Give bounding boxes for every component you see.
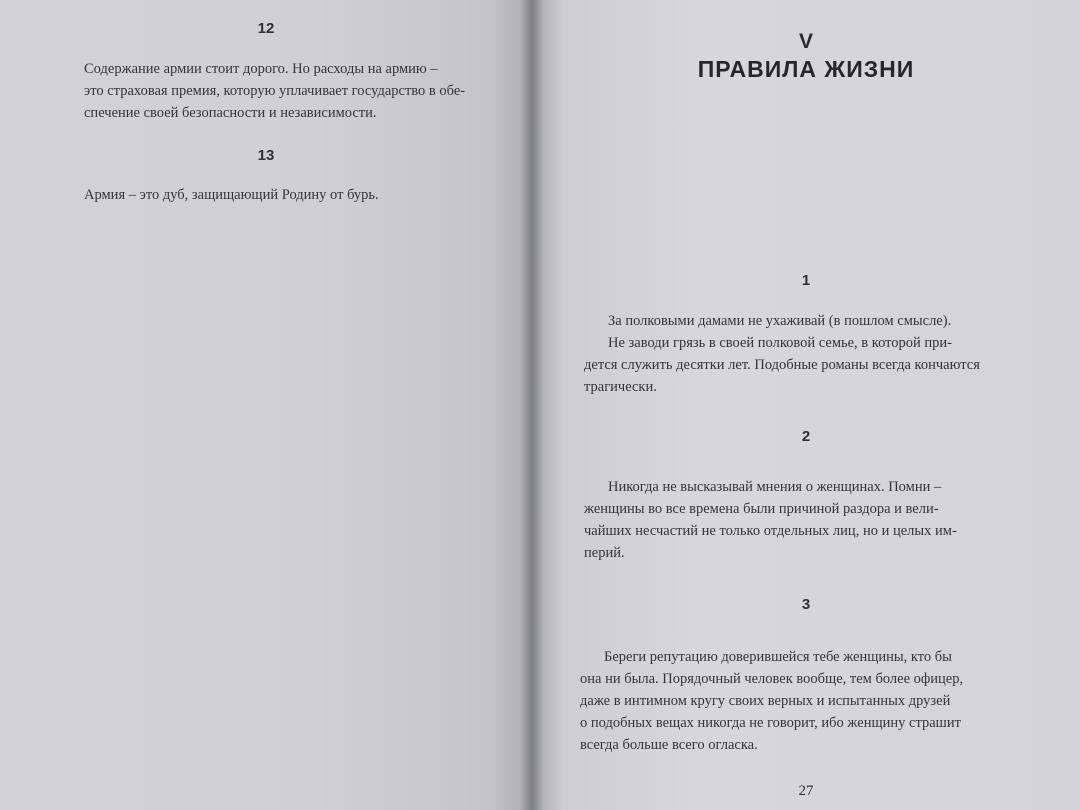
- section-1-text: [584, 310, 1034, 398]
- text-line: женщины во все времена были причиной раздора и вели-: [584, 501, 939, 517]
- text-line: даже в интимном кругу своих верных и испытанных друзей: [580, 693, 951, 709]
- section-2-text: [584, 476, 1034, 564]
- text-line: Береги репутацию доверившейся тебе женщины, кто бы: [604, 649, 952, 665]
- section-number-3: 3: [801, 596, 811, 613]
- section-number-13: 13: [257, 147, 275, 164]
- text-line: всегда больше всего огласка.: [580, 737, 758, 753]
- text-line: спечение своей безопасности и независимости.: [84, 105, 377, 121]
- text-line: она ни была. Порядочный человек вообще, тем более офицер,: [580, 671, 964, 687]
- section-12-text: [84, 58, 494, 124]
- book-gutter: [520, 0, 544, 810]
- section-number-1: 1: [801, 272, 811, 289]
- page-number: 27: [798, 783, 814, 799]
- right-page: [532, 0, 1080, 810]
- text-line: Никогда не высказывай мнения о женщинах. Помни –: [608, 479, 942, 495]
- text-line: Армия – это дуб, защищающий Родину от бурь.: [84, 187, 379, 203]
- chapter-number: V: [798, 30, 813, 53]
- section-3-text: [580, 646, 1036, 756]
- text-line: Содержание армии стоит дорого. Но расходы на армию –: [84, 61, 438, 77]
- text-line: трагически.: [584, 379, 657, 395]
- text-line: перий.: [584, 545, 625, 561]
- text-line: о подобных вещах никогда не говорит, ибо женщину страшит: [580, 715, 961, 731]
- text-line: дется служить десятки лет. Подобные романы всегда кончаются: [584, 357, 980, 373]
- text-line: Не заводи грязь в своей полковой семье, в которой при-: [608, 335, 953, 351]
- text-line: чайших несчастий не только отдельных лиц, но и целых им-: [584, 523, 957, 539]
- text-line: За полковыми дамами не ухаживай (в пошлом смысле).: [608, 313, 952, 329]
- left-page: [0, 0, 532, 810]
- section-number-2: 2: [801, 428, 811, 445]
- text-line: это страховая премия, которую уплачивает государство в обе-: [84, 83, 466, 99]
- chapter-title: ПРАВИЛА ЖИЗНИ: [697, 56, 915, 82]
- section-13-text: [84, 184, 494, 206]
- section-number-12: 12: [257, 20, 275, 37]
